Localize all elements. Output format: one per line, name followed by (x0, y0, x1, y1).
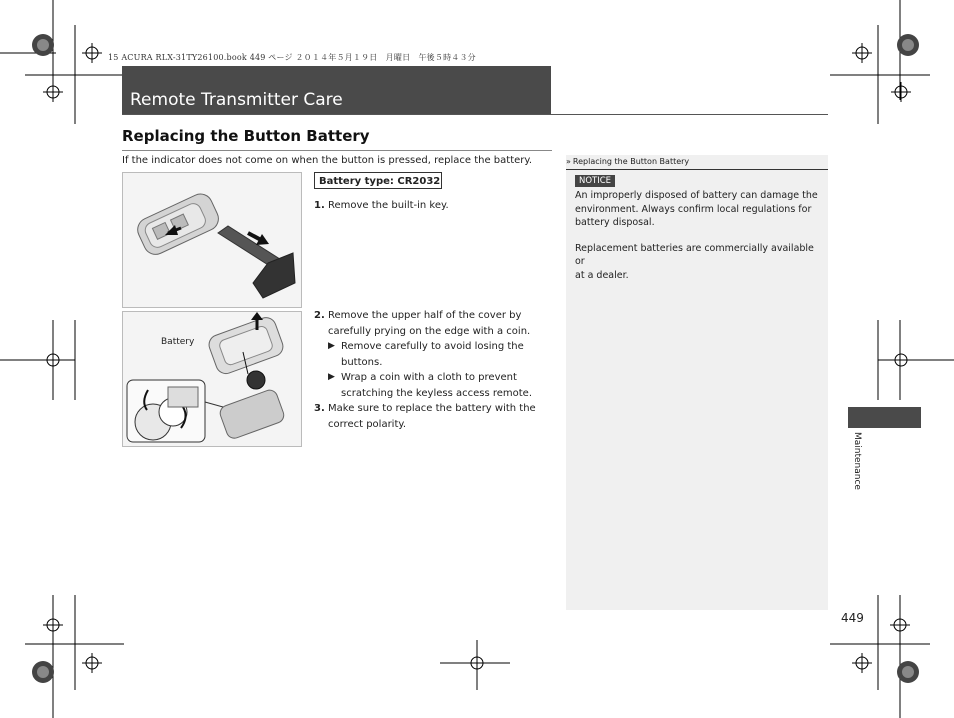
notice-line: An improperly disposed of battery can damage the (575, 190, 818, 201)
notice-line: environment. Always confirm local regulations for (575, 203, 812, 215)
info-line: at a dealer. (575, 269, 629, 281)
notice-badge: NOTICE (575, 175, 615, 187)
step-text-line: Remove the upper half of the cover by (328, 310, 522, 321)
step-2-sub-2 (328, 370, 532, 401)
page-number: 449 (841, 611, 864, 625)
step-3 (314, 401, 554, 432)
arrow-right-icon: ▶ (328, 341, 335, 351)
double-chevron-icon: » (566, 157, 571, 166)
sidebar-header (566, 156, 828, 170)
key-fob-illustration (123, 173, 301, 307)
step-2 (314, 308, 554, 401)
step-number: 3. (314, 403, 325, 414)
battery-type-box: Battery type: CR2032 (314, 172, 442, 189)
section-rule (122, 150, 552, 151)
title-bar (122, 66, 551, 114)
step-text: Remove the built-in key. (328, 200, 449, 211)
chapter-tab (848, 407, 921, 428)
step-1 (314, 198, 449, 214)
steps-2-3 (314, 308, 554, 432)
sub-text-line: buttons. (341, 356, 383, 368)
step-text-line: carefully prying on the edge with a coin. (328, 325, 531, 337)
step-number: 2. (314, 310, 325, 321)
chapter-tab-label (852, 432, 864, 502)
sidebar-header-text: Replacing the Button Battery (572, 157, 690, 166)
battery-illustration (123, 312, 301, 446)
step-text-line: correct polarity. (328, 418, 407, 430)
figure-remove-key (122, 172, 302, 308)
sub-text-line: scratching the keyless access remote. (341, 387, 533, 399)
info-line: Replacement batteries are commercially available or (575, 242, 814, 267)
intro-text: If the indicator does not come on when the button is pressed, replace the battery. (122, 155, 533, 166)
chapter-tab-text: Maintenance (852, 432, 862, 490)
step-2-sub-1 (328, 339, 532, 370)
step-number: 1. (314, 200, 325, 211)
page-title: Remote Transmitter Care (130, 90, 343, 110)
figure-replace-battery (122, 311, 302, 447)
step-text-line: Make sure to replace the battery with the (328, 403, 536, 414)
sub-text-line: Remove carefully to avoid losing the (341, 341, 524, 352)
battery-label: Battery (161, 337, 195, 347)
section-heading: Replacing the Button Battery (122, 127, 370, 145)
print-header: 15 ACURA RLX-31TY26100.book 449 ページ ２０１４年５月１９日 月曜日 午後５時４３分 (108, 53, 476, 62)
sidebar-text (575, 189, 820, 282)
sub-text-line: Wrap a coin with a cloth to prevent (341, 372, 517, 383)
title-rule (122, 114, 828, 115)
arrow-right-icon: ▶ (328, 372, 335, 382)
notice-line: battery disposal. (575, 217, 655, 228)
